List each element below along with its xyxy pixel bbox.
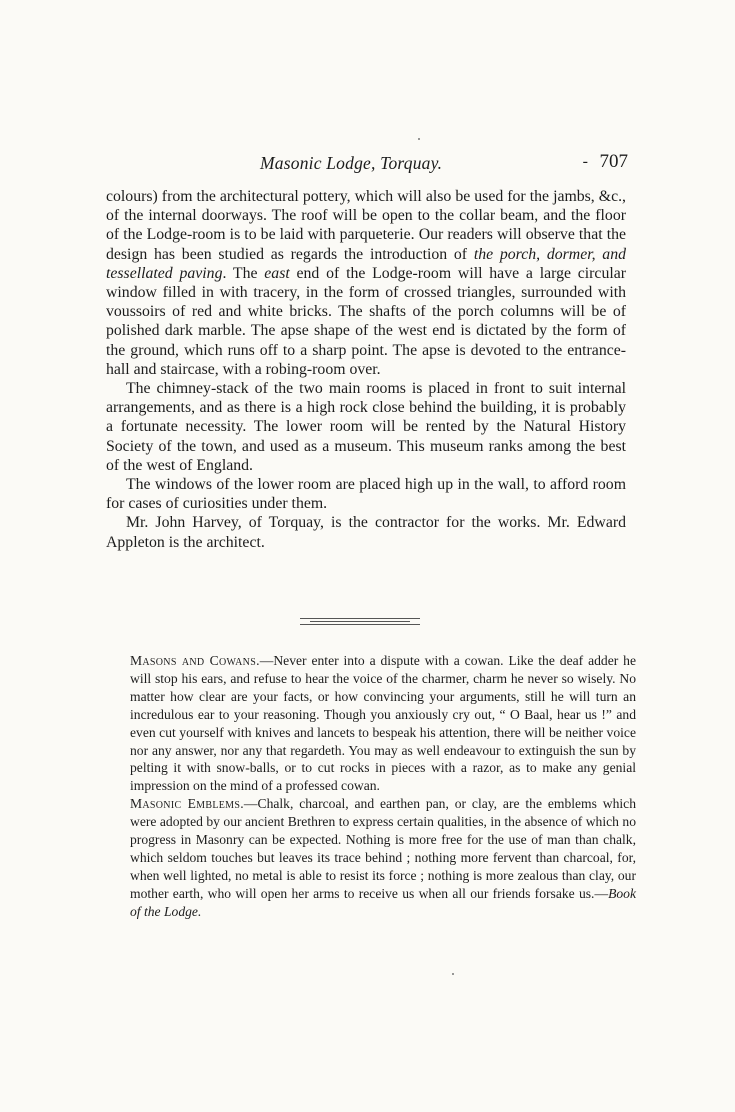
- text-run: The windows of the lower room are placed high up in the wall, to afford room for cases of curiosities under them.: [106, 476, 626, 513]
- text-run: Mr. John Harvey, of Torquay, is the contractor for the works. Mr. Edward Appleton is the architect.: [106, 514, 626, 551]
- main-paragraph: [106, 475, 626, 513]
- paper-speck: [452, 973, 454, 975]
- main-paragraph: [106, 187, 626, 379]
- notes-paragraph: [130, 795, 636, 920]
- section-divider: [300, 618, 420, 624]
- main-paragraph: [106, 379, 626, 475]
- paper-speck: [418, 138, 420, 140]
- notes-paragraph: [130, 652, 636, 795]
- main-paragraph: [106, 513, 626, 551]
- text-run: The chimney-stack of the two main rooms is placed in front to suit internal arrangements, and as there is a high rock close behind the building, it is probably a fortunate necessity. The lower room will be rented by the Natural History Society of the town, and used as a museum. This museum ranks among the best of the west of England.: [106, 380, 626, 474]
- article-body: [106, 187, 626, 552]
- note-heading: Masonic Emblems.: [130, 796, 244, 812]
- notes-section: [130, 652, 636, 921]
- running-head-dash: -: [582, 153, 588, 170]
- text-run: . The: [222, 264, 265, 282]
- text-run: end of the Lodge-room will have a large circular window filled in with tracery, in the form of crossed triangles, surrounded with voussoirs of red and white bricks. The shafts of the porch columns will be of polished dark marble. The apse shape of the west end is dictated by the form of the ground, which runs off to a sharp point. The apse is devoted to the entrance-hall and staircase, with a robing-room over.: [106, 264, 626, 378]
- text-run: colours) from the architectural pottery, which will also be used for the jambs, &c., of the internal doorways. The roof will be open to the collar beam, and the floor of the Lodge-room is to be laid with parqueterie. Our readers will observe that the design has been studied as regards the introduction of: [106, 188, 626, 263]
- italic-text: the porch, dormer, and tessellated paving: [106, 245, 626, 282]
- italic-text: east: [264, 264, 290, 282]
- running-head-title: Masonic Lodge, Torquay.: [260, 153, 443, 173]
- text-run: —Chalk, charcoal, and earthen pan, or clay, are the emblems which were adopted by our ancient Brethren to express certain qualities, in the absence of which no progress in Masonry can be expected. Nothing is more free for the use of man than chalk, which seldom touches but leaves its trace behind ; nothing more fervent than charcoal, for, when well lighted, no metal is able to resist its force ; nothing is more zealous than clay, our mother earth, who will open her arms to receive us when all our friends forsake us.—: [130, 796, 636, 901]
- italic-text: Book of the Lodge.: [130, 885, 636, 919]
- note-heading: Masons and Cowans.: [130, 653, 260, 668]
- running-head: [110, 153, 628, 179]
- text-run: —Never enter into a dispute with a cowan. Like the deaf adder he will stop his ears, and refuse to hear the voice of the charmer, charm he never so wisely. No matter how clear are your facts, or how convincing your arguments, still he will turn an incredulous ear to your reasoning. Though you anxiously cry out, “ O Baal, hear us !” and even cut yourself with knives and lancets to bespeak his attention, there will be neither voice nor any answer, nor any that regardeth. You may as well endeavour to extinguish the sun by pelting it with snow-balls, or to cut rocks in pieces with a razor, as to make any genial impression on the mind of a professed cowan.: [130, 653, 636, 794]
- page-number: 707: [599, 151, 628, 172]
